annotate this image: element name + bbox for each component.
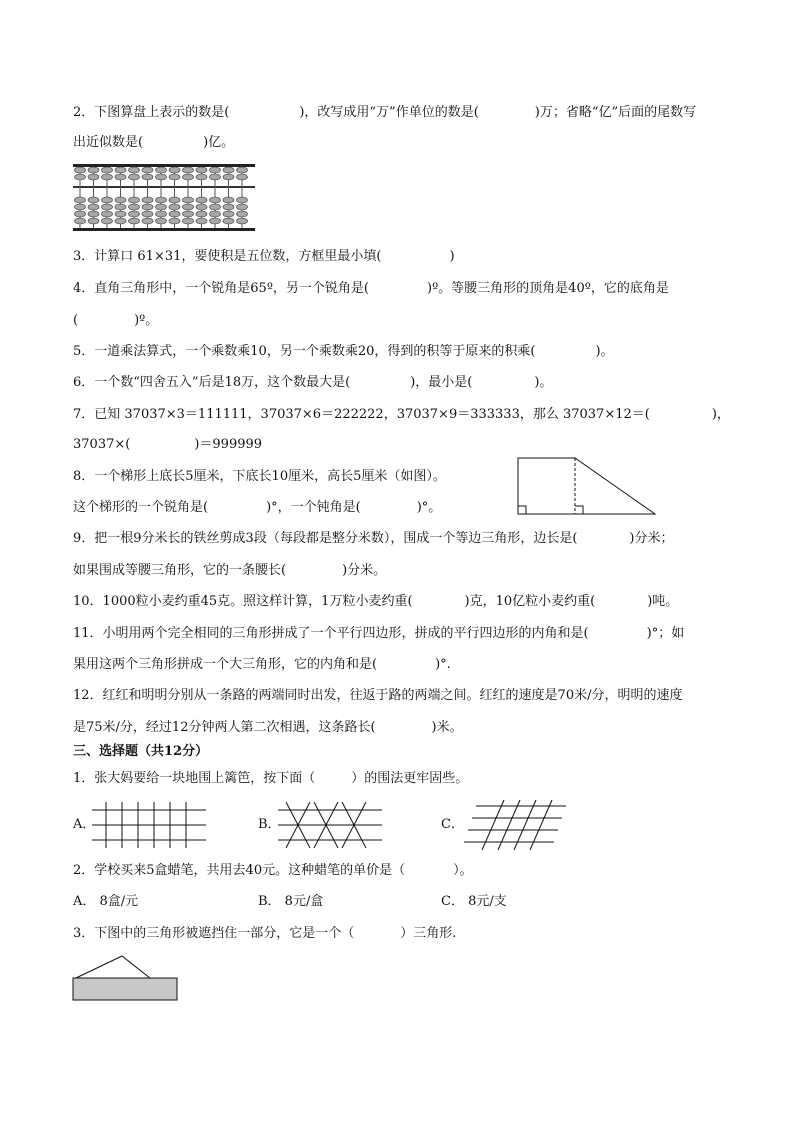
abacus-bead xyxy=(156,211,167,217)
option-c[interactable]: C． 8元/支 xyxy=(441,894,507,909)
abacus-bead xyxy=(223,174,234,180)
abacus-bead xyxy=(223,197,234,203)
abacus-bead xyxy=(237,204,248,210)
abacus-bead xyxy=(75,218,86,224)
abacus-bead xyxy=(142,174,153,180)
abacus-bead xyxy=(75,204,86,210)
abacus-bead xyxy=(196,174,207,180)
abacus-bead xyxy=(223,167,234,173)
question-3: 3．计算口 61×31，要使积是五位数，方框里最小填( ) xyxy=(73,249,455,264)
question-9-line-1: 9．把一根9分米长的铁丝剪成3段（每段都是整分米数），围成一个等边三角形，边长是( )分米； xyxy=(73,531,674,546)
abacus-bead xyxy=(223,211,234,217)
abacus-bead xyxy=(223,218,234,224)
abacus-bead xyxy=(210,174,221,180)
abacus-bead xyxy=(156,197,167,203)
abacus-bead xyxy=(102,218,113,224)
abacus-bead xyxy=(129,167,140,173)
abacus-bead xyxy=(169,174,180,180)
abacus-bead xyxy=(102,211,113,217)
fence-slant-figure-c xyxy=(462,798,568,852)
abacus-bead xyxy=(88,211,99,217)
abacus-bead xyxy=(237,197,248,203)
question-7-line-1: 7．已知 37037×3＝111111，37037×6＝222222，37037×9＝333333，那么 37037×12＝( )， xyxy=(73,407,730,422)
hidden-triangle-figure xyxy=(72,952,180,1002)
abacus-bead xyxy=(196,218,207,224)
abacus-bead xyxy=(183,218,194,224)
abacus-bead xyxy=(142,197,153,203)
abacus-bead xyxy=(75,174,86,180)
question-5: 5．一道乘法算式，一个乘数乘10，另一个乘数乘20，得到的积等于原来的积乘( )。 xyxy=(73,344,614,359)
abacus-bead xyxy=(115,211,126,217)
abacus-bead xyxy=(237,218,248,224)
option-b[interactable]: B． 8元/盒 xyxy=(258,894,324,909)
abacus-bead xyxy=(142,167,153,173)
abacus-bead xyxy=(129,197,140,203)
question-11-line-1: 11．小明用两个完全相同的三角形拼成了一个平行四边形，拼成的平行四边形的内角和是( )°；如 xyxy=(73,626,685,641)
abacus-bead xyxy=(129,174,140,180)
abacus-bead xyxy=(169,197,180,203)
abacus-bead xyxy=(183,211,194,217)
abacus-bead xyxy=(183,174,194,180)
abacus-bead xyxy=(169,211,180,217)
question-6: 6．一个数“四舍五入”后是18万，这个数最大是( )，最小是( )。 xyxy=(73,375,553,390)
question-8-line-1: 8．一个梯形上底长5厘米，下底长10厘米，高长5厘米（如图）。 xyxy=(73,469,446,484)
abacus-bead xyxy=(210,204,221,210)
abacus-bead xyxy=(196,211,207,217)
abacus-bead xyxy=(183,197,194,203)
question-10: 10．1000粒小麦约重45克。照这样计算，1万粒小麦约重( )克，10亿粒小麦约重( )吨。 xyxy=(73,594,679,609)
choice-question-1: 1．张大妈要给一块地围上篱笆，按下面（ ）的围法更牢固些。 xyxy=(73,771,469,786)
abacus-bead xyxy=(156,167,167,173)
fence-cross-figure-b xyxy=(276,800,384,850)
option-b-label[interactable]: B． xyxy=(258,817,281,832)
abacus-bead xyxy=(88,218,99,224)
abacus-bead xyxy=(223,204,234,210)
abacus-bead xyxy=(142,204,153,210)
abacus-bead xyxy=(169,218,180,224)
question-8-line-2: 这个梯形的一个锐角是( )°，一个钝角是( )°。 xyxy=(73,500,442,515)
abacus-bead xyxy=(156,218,167,224)
abacus-bead xyxy=(115,218,126,224)
abacus-bead xyxy=(129,218,140,224)
question-9-line-2: 如果围成等腰三角形，它的一条腰长( )分米。 xyxy=(73,563,387,578)
abacus-bead xyxy=(102,204,113,210)
abacus-bead xyxy=(88,204,99,210)
question-12-line-1: 12．红红和明明分别从一条路的两端同时出发，往返于路的两端之间。红红的速度是70米/分，明明的速度 xyxy=(73,688,683,703)
abacus-bead xyxy=(156,204,167,210)
abacus-bead xyxy=(237,167,248,173)
question-2-line-2: 出近似数是( )亿。 xyxy=(73,135,235,150)
choice-question-3: 3．下图中的三角形被遮挡住一部分，它是一个（ ）三角形. xyxy=(73,926,457,941)
abacus-bead xyxy=(129,211,140,217)
question-4-line-2: ( )º。 xyxy=(73,313,159,328)
abacus-bead xyxy=(88,167,99,173)
abacus-bead xyxy=(169,167,180,173)
abacus-bead xyxy=(237,174,248,180)
abacus-bead xyxy=(88,174,99,180)
abacus-figure xyxy=(72,162,256,234)
abacus-bead xyxy=(142,211,153,217)
abacus-bead xyxy=(115,204,126,210)
section-heading: 三、选择题（共12分） xyxy=(73,744,209,759)
abacus-bead xyxy=(169,204,180,210)
abacus-bead xyxy=(196,167,207,173)
abacus-bead xyxy=(115,174,126,180)
abacus-bead xyxy=(156,174,167,180)
abacus-bead xyxy=(102,197,113,203)
trapezoid-figure xyxy=(512,456,662,518)
abacus-bead xyxy=(102,174,113,180)
abacus-bead xyxy=(183,167,194,173)
abacus-bead xyxy=(210,167,221,173)
abacus-bead xyxy=(196,197,207,203)
abacus-bead xyxy=(210,197,221,203)
option-a[interactable]: A． 8盒/元 xyxy=(73,894,139,909)
question-4-line-1: 4．直角三角形中，一个锐角是65º，另一个锐角是( )º。等腰三角形的顶角是40º，它的底角是 xyxy=(73,281,669,296)
option-a-label[interactable]: A． xyxy=(73,817,96,832)
abacus-bead xyxy=(115,167,126,173)
question-2-line-1: 2．下图算盘上表示的数是( )，改写成用“万”作单位的数是( )万；省略“亿”后面的尾数写 xyxy=(73,105,697,120)
question-11-line-2: 果用这两个三角形拼成一个大三角形，它的内角和是( )°. xyxy=(73,657,451,672)
abacus-bead xyxy=(210,218,221,224)
abacus-bead xyxy=(129,204,140,210)
abacus-bead xyxy=(102,167,113,173)
abacus-bead xyxy=(88,197,99,203)
abacus-bead xyxy=(115,197,126,203)
fence-grid-figure-a xyxy=(90,800,208,850)
abacus-bead xyxy=(75,167,86,173)
abacus-bead xyxy=(196,204,207,210)
abacus-bead xyxy=(75,197,86,203)
choice-question-2: 2．学校买来5盒蜡笔，共用去40元。这种蜡笔的单价是（ ）。 xyxy=(73,863,473,878)
question-12-line-2: 是75米/分，经过12分钟两人第二次相遇，这条路长( )米。 xyxy=(73,720,463,735)
option-c-label[interactable]: C． xyxy=(441,817,464,832)
abacus-bead xyxy=(75,211,86,217)
abacus-bead xyxy=(210,211,221,217)
abacus-bead xyxy=(183,204,194,210)
abacus-bead xyxy=(237,211,248,217)
abacus-bead xyxy=(142,218,153,224)
question-7-line-2: 37037×( )＝999999 xyxy=(73,437,263,452)
